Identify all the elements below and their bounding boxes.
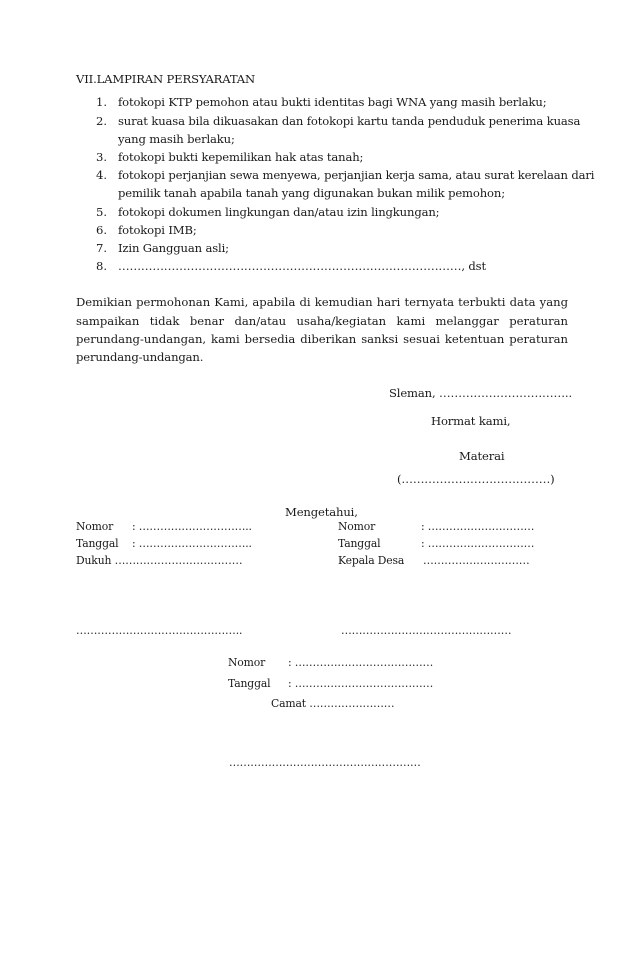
- statement-line: sampaikan tidak benar dan/atau usaha/kegiatan kami melanggar peraturan: [76, 314, 568, 328]
- camat-signature-line: ………………………………………………: [229, 756, 421, 769]
- list-item-number: 3.: [96, 150, 108, 164]
- camat-tanggal-label: Tanggal: [228, 677, 271, 690]
- list-item-number: 6.: [96, 223, 108, 237]
- list-item-continuation: yang masih berlaku;: [118, 132, 235, 146]
- list-item-number: 7.: [96, 241, 108, 255]
- kepala-desa-label: Kepala Desa: [338, 554, 405, 567]
- dukuh-signature-line: ………………………………………..: [76, 624, 243, 637]
- statement-line: perundang-undangan.: [76, 350, 204, 364]
- camat-title: Camat ……………………: [271, 697, 395, 710]
- list-item-number: 5.: [96, 205, 108, 219]
- list-item-number: 8.: [96, 259, 108, 273]
- acknowledge-heading: Mengetahui,: [285, 505, 358, 519]
- dukuh-line: Dukuh ………………………………: [76, 554, 243, 567]
- statement-line: Demikian permohonan Kami, apabila di kemudian hari ternyata terbukti data yang: [76, 295, 568, 309]
- list-item: fotokopi bukti kepemilikan hak atas tanah;: [118, 150, 364, 164]
- left-tanggal-value: : …………………………..: [132, 537, 252, 550]
- kepala-desa-signature-line: …………………………………………: [341, 624, 512, 637]
- section-title: VII.LAMPIRAN PERSYARATAN: [76, 72, 256, 86]
- left-nomor-value: : …………………………..: [132, 520, 252, 533]
- list-item: surat kuasa bila dikuasakan dan fotokopi kartu tanda penduduk penerima kuasa: [118, 114, 581, 128]
- right-tanggal-value: : …………………………: [421, 537, 535, 550]
- camat-nomor-label: Nomor: [228, 656, 266, 669]
- list-item-continuation: pemilik tanah apabila tanah yang digunakan bukan milik pemohon;: [118, 186, 505, 200]
- statement-line: perundang-undangan, kami bersedia diberikan sanksi sesuai ketentuan peraturan: [76, 332, 568, 346]
- right-nomor-label: Nomor: [338, 520, 376, 533]
- list-item: fotokopi KTP pemohon atau bukti identitas bagi WNA yang masih berlaku;: [118, 95, 547, 109]
- right-nomor-value: : …………………………: [421, 520, 535, 533]
- kepala-desa-value: …………………………: [423, 554, 530, 567]
- list-item: ………………………………………………………………………………, dst: [118, 259, 486, 273]
- list-item: fotokopi dokumen lingkungan dan/atau izin lingkungan;: [118, 205, 440, 219]
- stamp-label: Materai: [459, 449, 505, 463]
- camat-tanggal-value: : …………………………………: [288, 677, 434, 690]
- list-item: fotokopi perjanjian sewa menyewa, perjanjian kerja sama, atau surat kerelaan dari: [118, 168, 595, 182]
- applicant-name-line: (…………………………………): [397, 472, 555, 486]
- left-nomor-label: Nomor: [76, 520, 114, 533]
- closing-text: Hormat kami,: [431, 414, 511, 428]
- right-tanggal-label: Tanggal: [338, 537, 381, 550]
- camat-nomor-value: : …………………………………: [288, 656, 434, 669]
- list-item: Izin Gangguan asli;: [118, 241, 229, 255]
- left-tanggal-label: Tanggal: [76, 537, 119, 550]
- list-item-number: 2.: [96, 114, 108, 128]
- list-item-number: 1.: [96, 95, 108, 109]
- list-item-number: 4.: [96, 168, 108, 182]
- list-item: fotokopi IMB;: [118, 223, 197, 237]
- place-date: Sleman, ……………………………..: [389, 386, 573, 400]
